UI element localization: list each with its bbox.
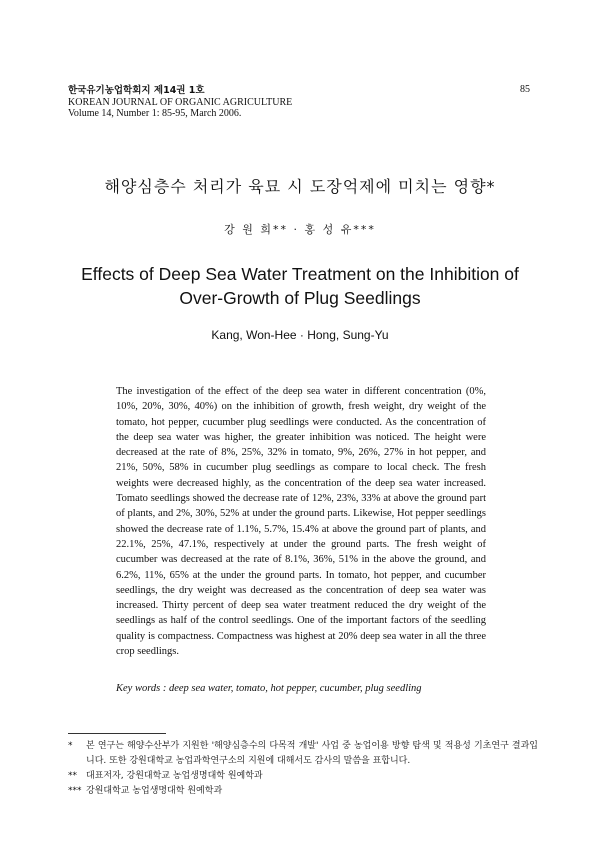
footnote-text: 강원대학교 농업생명대학 원예학과 [86,786,223,796]
footnote-item [68,739,538,769]
footnote-text: 본 연구는 해양수산부가 지원한 '해양심층수의 다목적 개발' 사업 중 농업이용 방향 탐색 및 적용성 기초연구 결과입니다. 또한 강원대학교 농업과학연구소의 지원에 대해서도 감사의 말씀을 표합니다. [86,741,538,766]
page-number: 85 [520,84,530,95]
footnotes [68,739,538,799]
english-title-line2: Over-Growth of Plug Seedlings [179,288,421,308]
footnote-mark: *** [68,786,82,796]
journal-english-name: KOREAN JOURNAL OF ORGANIC AGRICULTURE [68,96,293,108]
journal-header [68,85,292,120]
journal-korean-name: 한국유기농업학회지 제14권 1호 [68,85,205,96]
english-title-line1: Effects of Deep Sea Water Treatment on the Inhibition of [81,264,519,284]
journal-citation: Volume 14, Number 1: 85-95, March 2006. [68,108,242,119]
footnote-mark: ** [68,771,77,781]
korean-title: 해양심층수 처리가 육묘 시 도장억제에 미치는 영향* [104,177,496,196]
footnote-item [68,784,538,799]
english-authors: Kang, Won-Hee · Hong, Sung-Yu [211,328,389,342]
footnote-text: 대표저자, 강원대학교 농업생명대학 원예학과 [86,771,263,781]
korean-authors: 강 원 희** · 홍 성 유*** [224,223,376,236]
footnote-divider [68,733,166,734]
abstract-text: The investigation of the effect of the deep sea water in different concentration (0%, 10%, 20%, 30%, 40%) on the inhibition of growth, fresh weight, dry weight of the tomato, hot pepper, cucumber plug seedlings were conducted. As the concentration of the deep sea water was higher, the greater inhibition was noticed. The height were decreased at the rate of 8%, 25%, 32% in tomato, 9%, 26%, 27% in hot pepper, and 21%, 50%, 58% in cucumber plug seedlings as compare to local check. The fresh weights were decreased highly, as the concentration of the deep sea water increased. Tomato seedlings showed the decrease rate of 12%, 23%, 33% at above the ground part of plants, and 2%, 30%, 52% at under the ground parts. Likewise, Hot pepper seedlings showed the decrease rate of 1.1%, 5.7%, 15.4% at above the ground part of plants, and 22.1%, 25%, 47.1%, respectively at under the ground parts. The fresh weight of cucumber was decreased at the rate of 8.1%, 36%, 51% in the above the ground, and 6.2%, 11%, 65% at the under the ground parts. In tomato, hot pepper, and cucumber seedlings, the dry weight was decreased as the concentration of deep sea water was increased. Thirty percent of deep sea water treatment reduced the dry weight of the seedlings as half of the control seedlings. One of the important factors of the seedling quality is compactness. Compactness was highest at 20% deep sea water in all the three crop seedlings. [116,386,486,658]
footnote-item [68,769,538,784]
english-title [0,262,600,310]
footnote-mark: * [68,741,73,751]
keywords: Key words : deep sea water, tomato, hot pepper, cucumber, plug seedling [116,683,422,694]
